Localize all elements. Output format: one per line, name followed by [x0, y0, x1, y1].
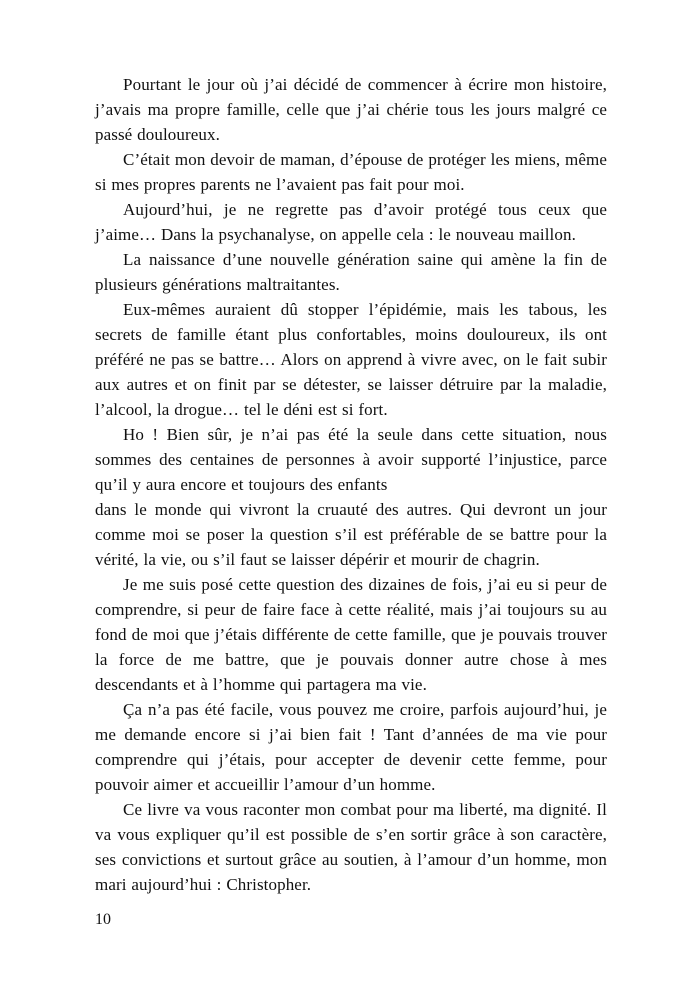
paragraph: Ce livre va vous raconter mon combat pour ma liberté, ma dignité. Il va vous expliquer qu’il est possible de s’en sortir grâce à son caractère, ses convictions et surtout grâce au soutien, à l’amour d’un homme, mon mari aujourd’hui : Christopher.: [95, 800, 607, 894]
paragraph: Aujourd’hui, je ne regrette pas d’avoir protégé tous ceux que j’aime… Dans la psychanalyse, on appelle cela : le nouveau maillon.: [95, 200, 607, 244]
paragraph-continuation: dans le monde qui vivront la cruauté des autres. Qui devront un jour comme moi se poser la question s’il est préférable de se battre pour la vérité, la vie, ou s’il faut se laisser dépérir et mourir de chagrin.: [95, 500, 607, 569]
paragraph: C’était mon devoir de maman, d’épouse de protéger les miens, même si mes propres parents ne l’avaient pas fait pour moi.: [95, 150, 607, 194]
paragraph: La naissance d’une nouvelle génération saine qui amène la fin de plusieurs générations maltraitantes.: [95, 250, 607, 294]
paragraph: Pourtant le jour où j’ai décidé de commencer à écrire mon histoire, j’avais ma propre famille, celle que j’ai chérie tous les jours malgré ce passé douloureux.: [95, 75, 607, 144]
page-text-block: [95, 72, 607, 897]
paragraph: Je me suis posé cette question des dizaines de fois, j’ai eu si peur de comprendre, si peur de faire face à cette réalité, mais j’ai toujours su au fond de moi que j’étais différente de cette famille, que je pouvais trouver la force de me battre, que je pouvais donner autre chose à mes descendants et à l’homme qui partagera ma vie.: [95, 575, 607, 694]
page-number: 10: [95, 911, 111, 928]
paragraph: Ça n’a pas été facile, vous pouvez me croire, parfois aujourd’hui, je me demande encore si j’ai bien fait ! Tant d’années de ma vie pour comprendre qui j’étais, pour accepter de devenir cette femme, pour pouvoir aimer et accueillir l’amour d’un homme.: [95, 700, 607, 794]
paragraph: Ho ! Bien sûr, je n’ai pas été la seule dans cette situation, nous sommes des centaines de personnes à avoir supporté l’injustice, parce qu’il y aura encore et toujours des enfants: [95, 425, 607, 494]
paragraph: Eux-mêmes auraient dû stopper l’épidémie, mais les tabous, les secrets de famille étant plus confortables, moins douloureux, ils ont préféré ne pas se battre… Alors on apprend à vivre avec, on le fait subir aux autres et on finit par se détester, se laisser détruire par la maladie, l’alcool, la drogue… tel le déni est si fort.: [95, 300, 607, 419]
